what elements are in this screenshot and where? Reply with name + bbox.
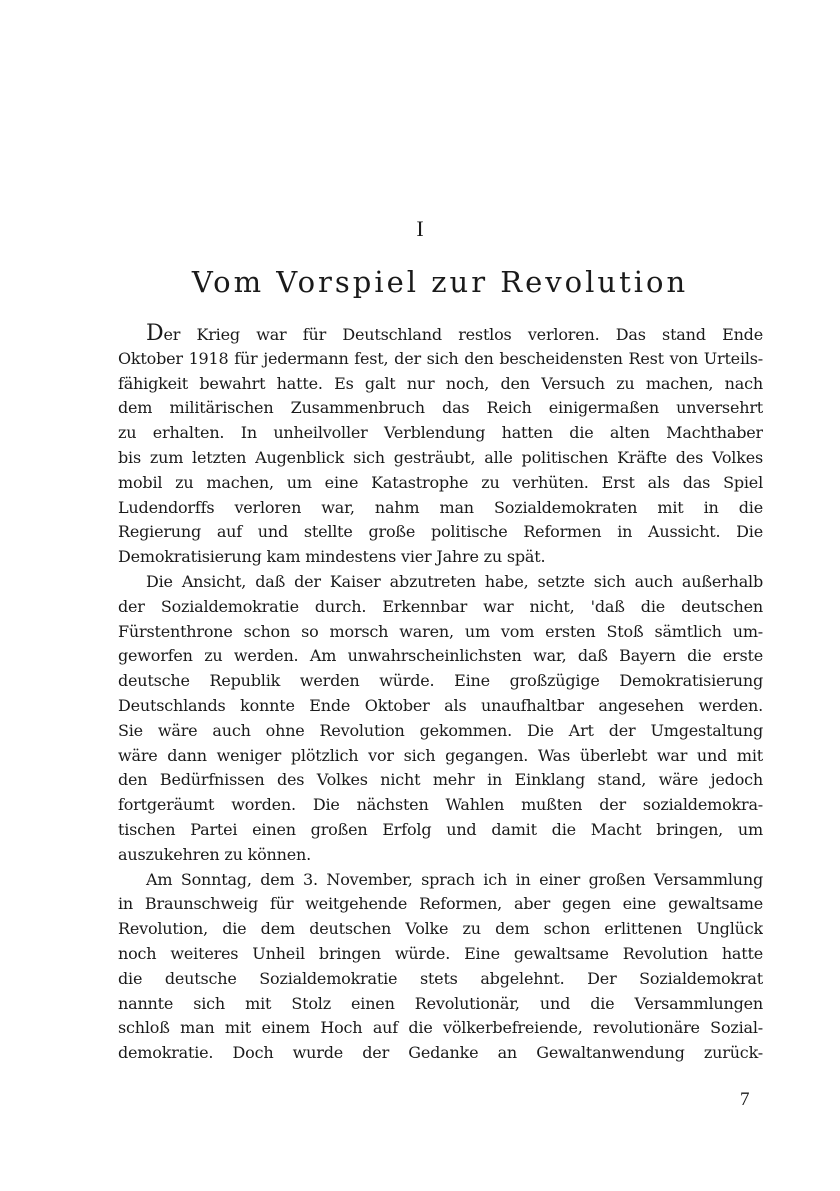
text-line: bis zum letzten Augenblick sich gesträubt, alle politischen Kräfte des Volkes bbox=[118, 447, 763, 467]
body-text bbox=[118, 322, 763, 1066]
text-line: die deutsche Sozialdemokratie stets abgelehnt. Der Sozialdemokrat bbox=[118, 968, 763, 988]
text-line: tischen Partei einen großen Erfolg und damit die Macht bringen, um bbox=[118, 819, 763, 839]
text-line: fähigkeit bewahrt hatte. Es galt nur noch, den Versuch zu machen, nach bbox=[118, 373, 763, 393]
text-line: in Braunschweig für weitgehende Reformen, aber gegen eine gewaltsame bbox=[118, 894, 763, 914]
drop-initial: D bbox=[146, 322, 164, 346]
text-line: Am Sonntag, dem 3. November, sprach ich in einer großen Versammlung bbox=[146, 869, 763, 889]
paragraph-1 bbox=[118, 322, 763, 570]
text-line: den Bedürfnissen des Volkes nicht mehr in Einklang stand, wäre jedoch bbox=[118, 770, 763, 790]
text-line: geworfen zu werden. Am unwahrscheinlichsten war, daß Bayern die erste bbox=[118, 646, 763, 666]
text-line: Fürstenthrone schon so morsch waren, um vom ersten Stoß sämtlich um- bbox=[118, 621, 763, 641]
text-line: Die Ansicht, daß der Kaiser abzutreten habe, setzte sich auch außerhalb bbox=[146, 571, 763, 591]
chapter-number: I bbox=[416, 216, 424, 241]
text-line: demokratie. Doch wurde der Gedanke an Gewaltanwendung zurück- bbox=[118, 1043, 763, 1063]
text-line: der Sozialdemokratie durch. Erkennbar war nicht, 'daß die deutschen bbox=[118, 596, 763, 616]
text-line: Deutschlands konnte Ende Oktober als unaufhaltbar angesehen werden. bbox=[118, 695, 763, 715]
text-line: Demokratisierung kam mindestens vier Jahre zu spät. bbox=[118, 547, 546, 567]
text-line: nannte sich mit Stolz einen Revolutionär, und die Versammlungen bbox=[118, 993, 763, 1013]
text-line: dem militärischen Zusammenbruch das Reich einigermaßen unversehrt bbox=[118, 398, 763, 418]
text-line: Sie wäre auch ohne Revolution gekommen. Die Art der Umgestaltung bbox=[118, 720, 763, 740]
text-line: wäre dann weniger plötzlich vor sich gegangen. Was überlebt war und mit bbox=[118, 745, 763, 765]
page-number: 7 bbox=[740, 1089, 750, 1110]
chapter-title: Vom Vorspiel zur Revolution bbox=[191, 265, 689, 299]
text-line: Revolution, die dem deutschen Volke zu dem schon erlittenen Unglück bbox=[118, 919, 763, 939]
text-line: Regierung auf und stellte große politische Reformen in Aussicht. Die bbox=[118, 522, 763, 542]
text-line: Ludendorffs verloren war, nahm man Sozialdemokraten mit in die bbox=[118, 497, 763, 517]
text-line: schloß man mit einem Hoch auf die völkerbefreiende, revolutionäre Sozial- bbox=[118, 1018, 763, 1038]
text-line: deutsche Republik werden würde. Eine großzügige Demokratisierung bbox=[118, 671, 763, 691]
text-line: auszukehren zu können. bbox=[118, 844, 311, 864]
paragraph-2 bbox=[118, 570, 763, 868]
text-line: Oktober 1918 für jedermann fest, der sich den bescheidensten Rest von Urteils- bbox=[118, 348, 763, 368]
text-line: zu erhalten. In unheilvoller Verblendung hatten die alten Machthaber bbox=[118, 423, 763, 443]
text-line: noch weiteres Unheil bringen würde. Eine gewaltsame Revolution hatte bbox=[118, 943, 763, 963]
text-line: fortgeräumt worden. Die nächsten Wahlen mußten der sozialdemokra- bbox=[118, 795, 763, 815]
text-line: mobil zu machen, um eine Katastrophe zu verhüten. Erst als das Spiel bbox=[118, 472, 763, 492]
text-line: Der Krieg war für Deutschland restlos verloren. Das stand Ende bbox=[146, 322, 763, 346]
paragraph-3 bbox=[118, 868, 763, 1066]
